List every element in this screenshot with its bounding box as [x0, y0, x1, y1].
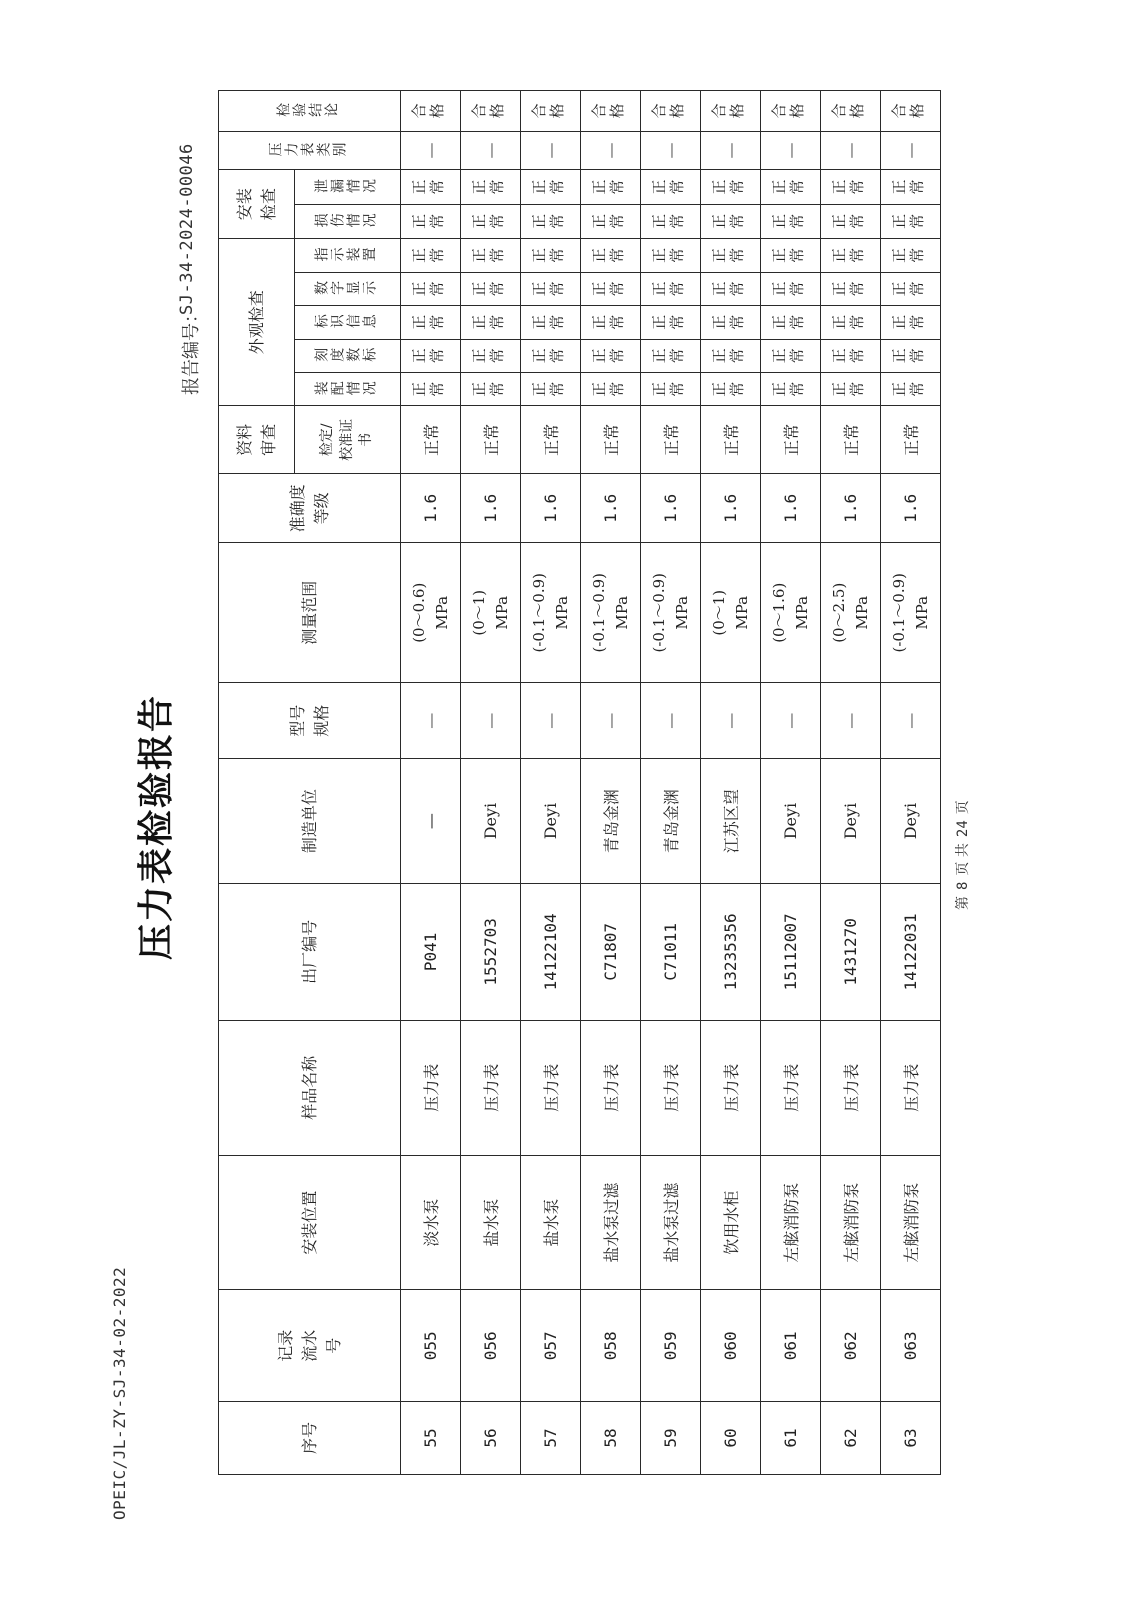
check-normal-cell: 正常	[401, 170, 461, 204]
header-seq: 序号	[219, 1402, 401, 1475]
record-no-cell: 055	[401, 1290, 461, 1402]
doc-review-cell: 正常	[821, 406, 881, 474]
check-normal-cell: 正常	[761, 239, 821, 272]
header-doc-review-sub: 检定/校准证书	[295, 406, 401, 474]
check-normal-cell: 正常	[821, 204, 881, 238]
range-cell: (0～2.5) MPa	[821, 543, 881, 683]
inspection-table	[218, 90, 941, 1475]
check-normal-cell: 正常	[521, 372, 581, 405]
serial-cell: 13235356	[701, 883, 761, 1020]
location-cell: 淡水泵	[401, 1155, 461, 1290]
check-normal-cell: 正常	[581, 306, 641, 339]
category-cell: —	[401, 131, 461, 170]
header-conclusion: 检验结论	[219, 91, 401, 132]
check-normal-cell: 正常	[761, 372, 821, 405]
header-install-leak: 泄漏情况	[295, 170, 401, 204]
check-normal-cell: 正常	[821, 339, 881, 372]
check-normal-cell: 正常	[701, 239, 761, 272]
header-serial: 出厂编号	[219, 883, 401, 1020]
check-normal-cell: 正常	[581, 170, 641, 204]
range-cell: (-0.1～0.9) MPa	[641, 543, 701, 683]
doc-review-cell: 正常	[581, 406, 641, 474]
sample-cell: 压力表	[581, 1020, 641, 1155]
conclusion-cell: 合格	[581, 91, 641, 132]
seq-cell: 55	[401, 1402, 461, 1475]
category-cell: —	[581, 131, 641, 170]
check-normal-cell: 正常	[461, 339, 521, 372]
check-normal-cell: 正常	[521, 170, 581, 204]
seq-cell: 61	[761, 1402, 821, 1475]
sample-cell: 压力表	[401, 1020, 461, 1155]
category-cell: —	[701, 131, 761, 170]
range-cell: (0～1) MPa	[701, 543, 761, 683]
report-number: SJ-34-2024-00046	[177, 143, 197, 315]
serial-cell: 15112007	[761, 883, 821, 1020]
serial-cell: 1431270	[821, 883, 881, 1020]
range-cell: (0～1.6) MPa	[761, 543, 821, 683]
model-cell: —	[401, 683, 461, 759]
range-cell: (-0.1～0.9) MPa	[881, 543, 941, 683]
check-normal-cell: 正常	[461, 170, 521, 204]
check-normal-cell: 正常	[881, 339, 941, 372]
location-cell: 左舷消防泵	[821, 1155, 881, 1290]
check-normal-cell: 正常	[821, 239, 881, 272]
check-normal-cell: 正常	[521, 272, 581, 305]
header-range: 测量范围	[219, 543, 401, 683]
header-appearance: 外观检查	[219, 239, 295, 406]
header-doc-review: 资料审查	[219, 406, 295, 474]
range-cell: (0～1) MPa	[461, 543, 521, 683]
serial-cell: P041	[401, 883, 461, 1020]
check-normal-cell: 正常	[821, 306, 881, 339]
check-normal-cell: 正常	[401, 272, 461, 305]
category-cell: —	[821, 131, 881, 170]
record-no-cell: 061	[761, 1290, 821, 1402]
location-cell: 盐水泵	[521, 1155, 581, 1290]
report-number-label: 报告编号：	[181, 305, 202, 395]
category-cell: —	[641, 131, 701, 170]
check-normal-cell: 正常	[401, 306, 461, 339]
doc-review-cell: 正常	[401, 406, 461, 474]
record-no-cell: 060	[701, 1290, 761, 1402]
serial-cell: 14122031	[881, 883, 941, 1020]
document-code: OPEIC/JL-ZY-SJ-34-02-2022	[110, 1266, 129, 1520]
accuracy-cell: 1.6	[881, 474, 941, 543]
record-no-cell: 063	[881, 1290, 941, 1402]
check-normal-cell: 正常	[461, 306, 521, 339]
maker-cell: 江苏区望	[701, 759, 761, 884]
check-normal-cell: 正常	[401, 239, 461, 272]
model-cell: —	[881, 683, 941, 759]
conclusion-cell: 合格	[641, 91, 701, 132]
seq-cell: 62	[821, 1402, 881, 1475]
table-body	[401, 91, 941, 1475]
table-row	[761, 91, 821, 1475]
check-normal-cell: 正常	[821, 372, 881, 405]
header-location: 安装位置	[219, 1155, 401, 1290]
check-normal-cell: 正常	[761, 272, 821, 305]
table-row	[461, 91, 521, 1475]
check-normal-cell: 正常	[461, 272, 521, 305]
doc-review-cell: 正常	[701, 406, 761, 474]
record-no-cell: 057	[521, 1290, 581, 1402]
table-row	[821, 91, 881, 1475]
location-cell: 盐水泵过滤	[641, 1155, 701, 1290]
accuracy-cell: 1.6	[761, 474, 821, 543]
check-normal-cell: 正常	[881, 239, 941, 272]
model-cell: —	[641, 683, 701, 759]
location-cell: 饮用水柜	[701, 1155, 761, 1290]
header-record-no: 记录流水号	[219, 1290, 401, 1402]
header-app-marking: 标识信息	[295, 306, 401, 339]
location-cell: 盐水泵	[461, 1155, 521, 1290]
maker-cell: Deyi	[761, 759, 821, 884]
serial-cell: 1552703	[461, 883, 521, 1020]
check-normal-cell: 正常	[761, 204, 821, 238]
doc-review-cell: 正常	[881, 406, 941, 474]
check-normal-cell: 正常	[461, 239, 521, 272]
check-normal-cell: 正常	[641, 170, 701, 204]
maker-cell: 青岛金渊	[641, 759, 701, 884]
check-normal-cell: 正常	[881, 204, 941, 238]
conclusion-cell: 合格	[401, 91, 461, 132]
sample-cell: 压力表	[521, 1020, 581, 1155]
sample-cell: 压力表	[881, 1020, 941, 1155]
accuracy-cell: 1.6	[821, 474, 881, 543]
accuracy-cell: 1.6	[581, 474, 641, 543]
check-normal-cell: 正常	[881, 306, 941, 339]
maker-cell: 青岛金渊	[581, 759, 641, 884]
conclusion-cell: 合格	[881, 91, 941, 132]
table-row	[881, 91, 941, 1475]
header-app-indicator: 指示装置	[295, 239, 401, 272]
check-normal-cell: 正常	[761, 306, 821, 339]
maker-cell: Deyi	[881, 759, 941, 884]
check-normal-cell: 正常	[581, 272, 641, 305]
check-normal-cell: 正常	[881, 372, 941, 405]
check-normal-cell: 正常	[701, 339, 761, 372]
doc-review-cell: 正常	[521, 406, 581, 474]
accuracy-cell: 1.6	[641, 474, 701, 543]
seq-cell: 63	[881, 1402, 941, 1475]
check-normal-cell: 正常	[761, 170, 821, 204]
location-cell: 盐水泵过滤	[581, 1155, 641, 1290]
table-row	[401, 91, 461, 1475]
range-cell: (-0.1～0.9) MPa	[581, 543, 641, 683]
table-row	[521, 91, 581, 1475]
record-no-cell: 062	[821, 1290, 881, 1402]
accuracy-cell: 1.6	[461, 474, 521, 543]
check-normal-cell: 正常	[881, 272, 941, 305]
check-normal-cell: 正常	[821, 272, 881, 305]
check-normal-cell: 正常	[461, 204, 521, 238]
seq-cell: 59	[641, 1402, 701, 1475]
header-maker: 制造单位	[219, 759, 401, 884]
serial-cell: C71807	[581, 883, 641, 1020]
category-cell: —	[761, 131, 821, 170]
serial-cell: 14122104	[521, 883, 581, 1020]
check-normal-cell: 正常	[701, 306, 761, 339]
check-normal-cell: 正常	[701, 204, 761, 238]
check-normal-cell: 正常	[581, 339, 641, 372]
check-normal-cell: 正常	[761, 339, 821, 372]
check-normal-cell: 正常	[401, 204, 461, 238]
record-no-cell: 058	[581, 1290, 641, 1402]
doc-review-cell: 正常	[761, 406, 821, 474]
check-normal-cell: 正常	[401, 339, 461, 372]
header-app-assembly: 装配情况	[295, 372, 401, 405]
record-no-cell: 056	[461, 1290, 521, 1402]
conclusion-cell: 合格	[761, 91, 821, 132]
header-app-digital: 数字显示	[295, 272, 401, 305]
model-cell: —	[701, 683, 761, 759]
check-normal-cell: 正常	[581, 372, 641, 405]
maker-cell: Deyi	[461, 759, 521, 884]
header-install-damage: 损伤情况	[295, 204, 401, 238]
header-install: 安装检查	[219, 170, 295, 239]
check-normal-cell: 正常	[521, 306, 581, 339]
check-normal-cell: 正常	[641, 204, 701, 238]
check-normal-cell: 正常	[521, 204, 581, 238]
maker-cell: —	[401, 759, 461, 884]
check-normal-cell: 正常	[581, 204, 641, 238]
category-cell: —	[521, 131, 581, 170]
maker-cell: Deyi	[521, 759, 581, 884]
model-cell: —	[581, 683, 641, 759]
check-normal-cell: 正常	[641, 372, 701, 405]
category-cell: —	[881, 131, 941, 170]
accuracy-cell: 1.6	[521, 474, 581, 543]
check-normal-cell: 正常	[641, 239, 701, 272]
seq-cell: 58	[581, 1402, 641, 1475]
conclusion-cell: 合格	[521, 91, 581, 132]
check-normal-cell: 正常	[521, 239, 581, 272]
table-row	[581, 91, 641, 1475]
check-normal-cell: 正常	[641, 339, 701, 372]
conclusion-cell: 合格	[461, 91, 521, 132]
table-row	[641, 91, 701, 1475]
seq-cell: 57	[521, 1402, 581, 1475]
seq-cell: 60	[701, 1402, 761, 1475]
seq-cell: 56	[461, 1402, 521, 1475]
check-normal-cell: 正常	[701, 272, 761, 305]
accuracy-cell: 1.6	[401, 474, 461, 543]
range-cell: (-0.1～0.9) MPa	[521, 543, 581, 683]
model-cell: —	[521, 683, 581, 759]
doc-review-cell: 正常	[641, 406, 701, 474]
sample-cell: 压力表	[461, 1020, 521, 1155]
category-cell: —	[461, 131, 521, 170]
table-row	[701, 91, 761, 1475]
report-title: 压力表检验报告	[136, 693, 177, 960]
check-normal-cell: 正常	[641, 306, 701, 339]
page-footer: 第8页 共24页	[955, 800, 971, 910]
check-normal-cell: 正常	[581, 239, 641, 272]
header-category: 压力表类别	[219, 131, 401, 170]
header-accuracy: 准确度等级	[219, 474, 401, 543]
check-normal-cell: 正常	[701, 170, 761, 204]
range-cell: (0～0.6) MPa	[401, 543, 461, 683]
sample-cell: 压力表	[701, 1020, 761, 1155]
model-cell: —	[821, 683, 881, 759]
record-no-cell: 059	[641, 1290, 701, 1402]
header-model: 型号规格	[219, 683, 401, 759]
header-sample: 样品名称	[219, 1020, 401, 1155]
location-cell: 左舷消防泵	[761, 1155, 821, 1290]
accuracy-cell: 1.6	[701, 474, 761, 543]
header-app-scale: 刻度数标	[295, 339, 401, 372]
check-normal-cell: 正常	[461, 372, 521, 405]
sample-cell: 压力表	[821, 1020, 881, 1155]
conclusion-cell: 合格	[821, 91, 881, 132]
check-normal-cell: 正常	[521, 339, 581, 372]
doc-review-cell: 正常	[461, 406, 521, 474]
maker-cell: Deyi	[821, 759, 881, 884]
check-normal-cell: 正常	[641, 272, 701, 305]
check-normal-cell: 正常	[821, 170, 881, 204]
check-normal-cell: 正常	[881, 170, 941, 204]
location-cell: 左舷消防泵	[881, 1155, 941, 1290]
serial-cell: C71011	[641, 883, 701, 1020]
conclusion-cell: 合格	[701, 91, 761, 132]
sample-cell: 压力表	[641, 1020, 701, 1155]
model-cell: —	[761, 683, 821, 759]
check-normal-cell: 正常	[401, 372, 461, 405]
model-cell: —	[461, 683, 521, 759]
sample-cell: 压力表	[761, 1020, 821, 1155]
check-normal-cell: 正常	[701, 372, 761, 405]
